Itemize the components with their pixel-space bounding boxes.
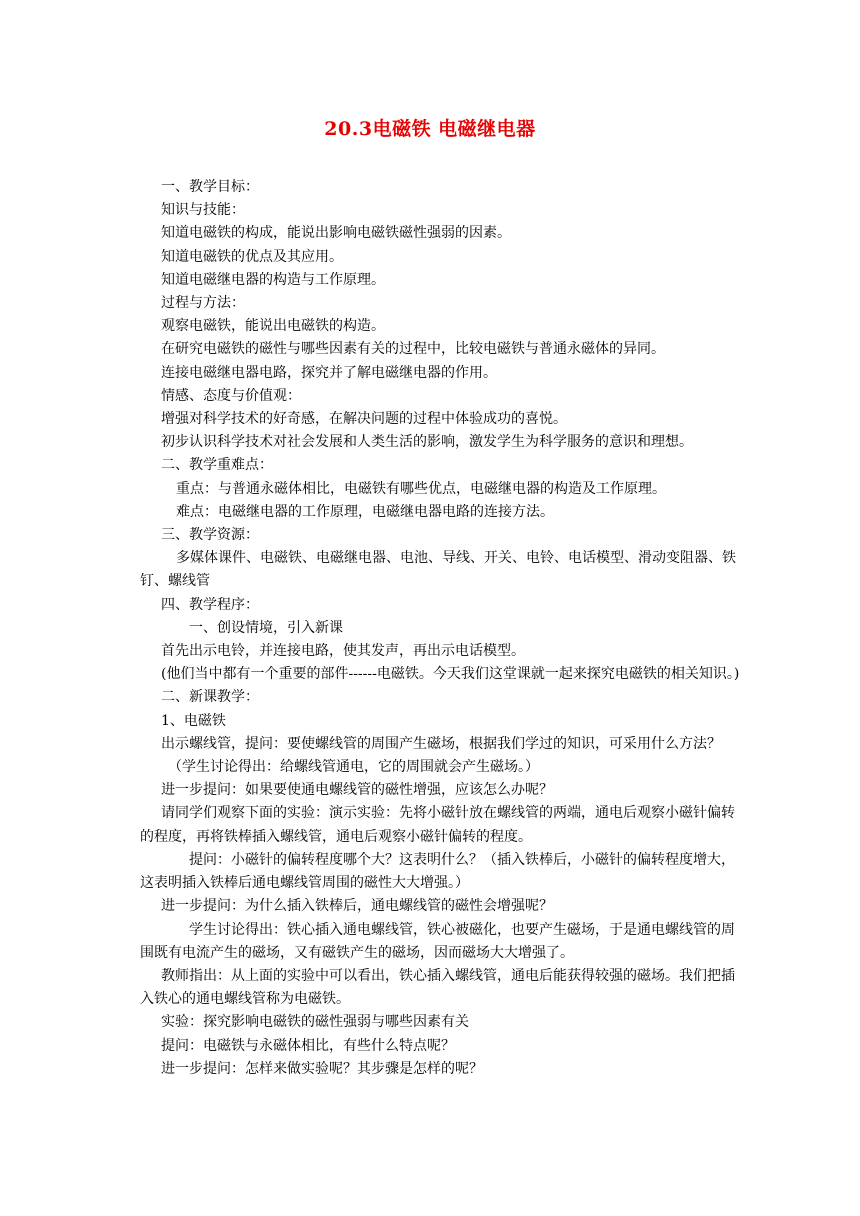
- text-line: 增强对科学技术的好奇感，在解决问题的过程中体验成功的喜悦。: [161, 411, 567, 428]
- text-paragraph: 多媒体课件、电磁铁、电磁继电器、电池、导线、开关、电铃、电话模型、滑动变阻器、铁钉、螺线管: [140, 550, 736, 590]
- subheading-knowledge-skills: 知识与技能：: [161, 202, 245, 219]
- text-line: 首先出示电铃，并连接电路，使其发声，再出示电话模型。: [161, 643, 525, 660]
- subheading-process-method: 过程与方法：: [161, 295, 245, 312]
- text-line: 观察电磁铁，能说出电磁铁的构造。: [161, 318, 385, 335]
- text-line: 知道电磁铁的优点及其应用。: [161, 248, 343, 265]
- text-line: 难点：电磁继电器的工作原理，电磁继电器电路的连接方法。: [176, 503, 554, 520]
- text-paragraph: (他们当中都有一个重要的部件------电磁铁。今天我们这堂课就一起来探究电磁铁的相关知识。): [161, 666, 740, 683]
- document-title: 20.3电磁铁 电磁继电器: [324, 118, 536, 140]
- text-line: 提问：电磁铁与永磁体相比，有些什么特点呢？: [161, 1037, 455, 1054]
- subheading-electromagnet: 1、电磁铁: [161, 712, 226, 729]
- text-line: 知道电磁继电器的构造与工作原理。: [161, 271, 385, 288]
- text-paragraph: 出示螺线管，提问：要使螺线管的周围产生磁场，根据我们学过的知识，可采用什么方法？: [161, 735, 721, 752]
- text-line: 初步认识科学技术对社会发展和人类生活的影响，激发学生为科学服务的意识和理想。: [161, 434, 693, 451]
- subheading-intro: 一、创设情境，引入新课: [189, 619, 343, 636]
- text-paragraph: 请同学们观察下面的实验：演示实验：先将小磁针放在螺线管的两端，通电后观察小磁针偏转的程度，再将铁棒插入螺线管，通电后观察小磁针偏转的程度。: [140, 805, 735, 845]
- text-line: 实验：探究影响电磁铁的磁性强弱与哪些因素有关: [161, 1014, 469, 1031]
- section-heading-key-points: 二、教学重难点：: [161, 457, 273, 474]
- text-line: 进一步提问：如果要使通电螺线管的磁性增强，应该怎么办呢？: [161, 782, 553, 799]
- text-paragraph: 教师指出：从上面的实验中可以看出，铁心插入螺线管，通电后能获得较强的磁场。我们把插入铁心的通电螺线管称为电磁铁。: [140, 967, 735, 1008]
- text-line: 重点：与普通永磁体相比，电磁铁有哪些优点，电磁继电器的构造及工作原理。: [176, 480, 666, 497]
- section-heading-objectives: 一、教学目标：: [161, 179, 259, 195]
- text-line: （学生讨论得出：给螺线管通电，它的周围就会产生磁场。）: [168, 759, 539, 776]
- section-heading-procedure: 四、教学程序：: [161, 596, 259, 613]
- section-heading-resources: 三、教学资源：: [161, 527, 259, 544]
- text-paragraph: 提问：小磁针的偏转程度哪个大？这表明什么？（插入铁棒后，小磁针的偏转程度增大，这表明插入铁棒后通电螺线管周围的磁性大大增强。）: [140, 851, 735, 892]
- text-line: 连接电磁继电器电路，探究并了解电磁继电器的作用。: [161, 364, 497, 381]
- subheading-attitude-values: 情感、态度与价值观：: [161, 387, 301, 404]
- document-body: [140, 176, 740, 1081]
- text-line: 进一步提问：为什么插入铁棒后，通电螺线管的磁性会增强呢？: [161, 898, 553, 915]
- text-line: 知道电磁铁的构成，能说出影响电磁铁磁性强弱的因素。: [161, 225, 511, 242]
- text-line: 进一步提问：怎样来做实验呢？其步骤是怎样的呢？: [161, 1060, 483, 1077]
- text-paragraph: 学生讨论得出：铁心插入通电螺线管，铁心被磁化，也要产生磁场，于是通电螺线管的周围既有电流产生的磁场，又有磁铁产生的磁场，因而磁场大大增强了。: [140, 921, 735, 961]
- text-line: 在研究电磁铁的磁性与哪些因素有关的过程中，比较电磁铁与普通永磁体的异同。: [161, 341, 665, 358]
- subheading-new-lesson: 二、新课教学：: [161, 689, 259, 706]
